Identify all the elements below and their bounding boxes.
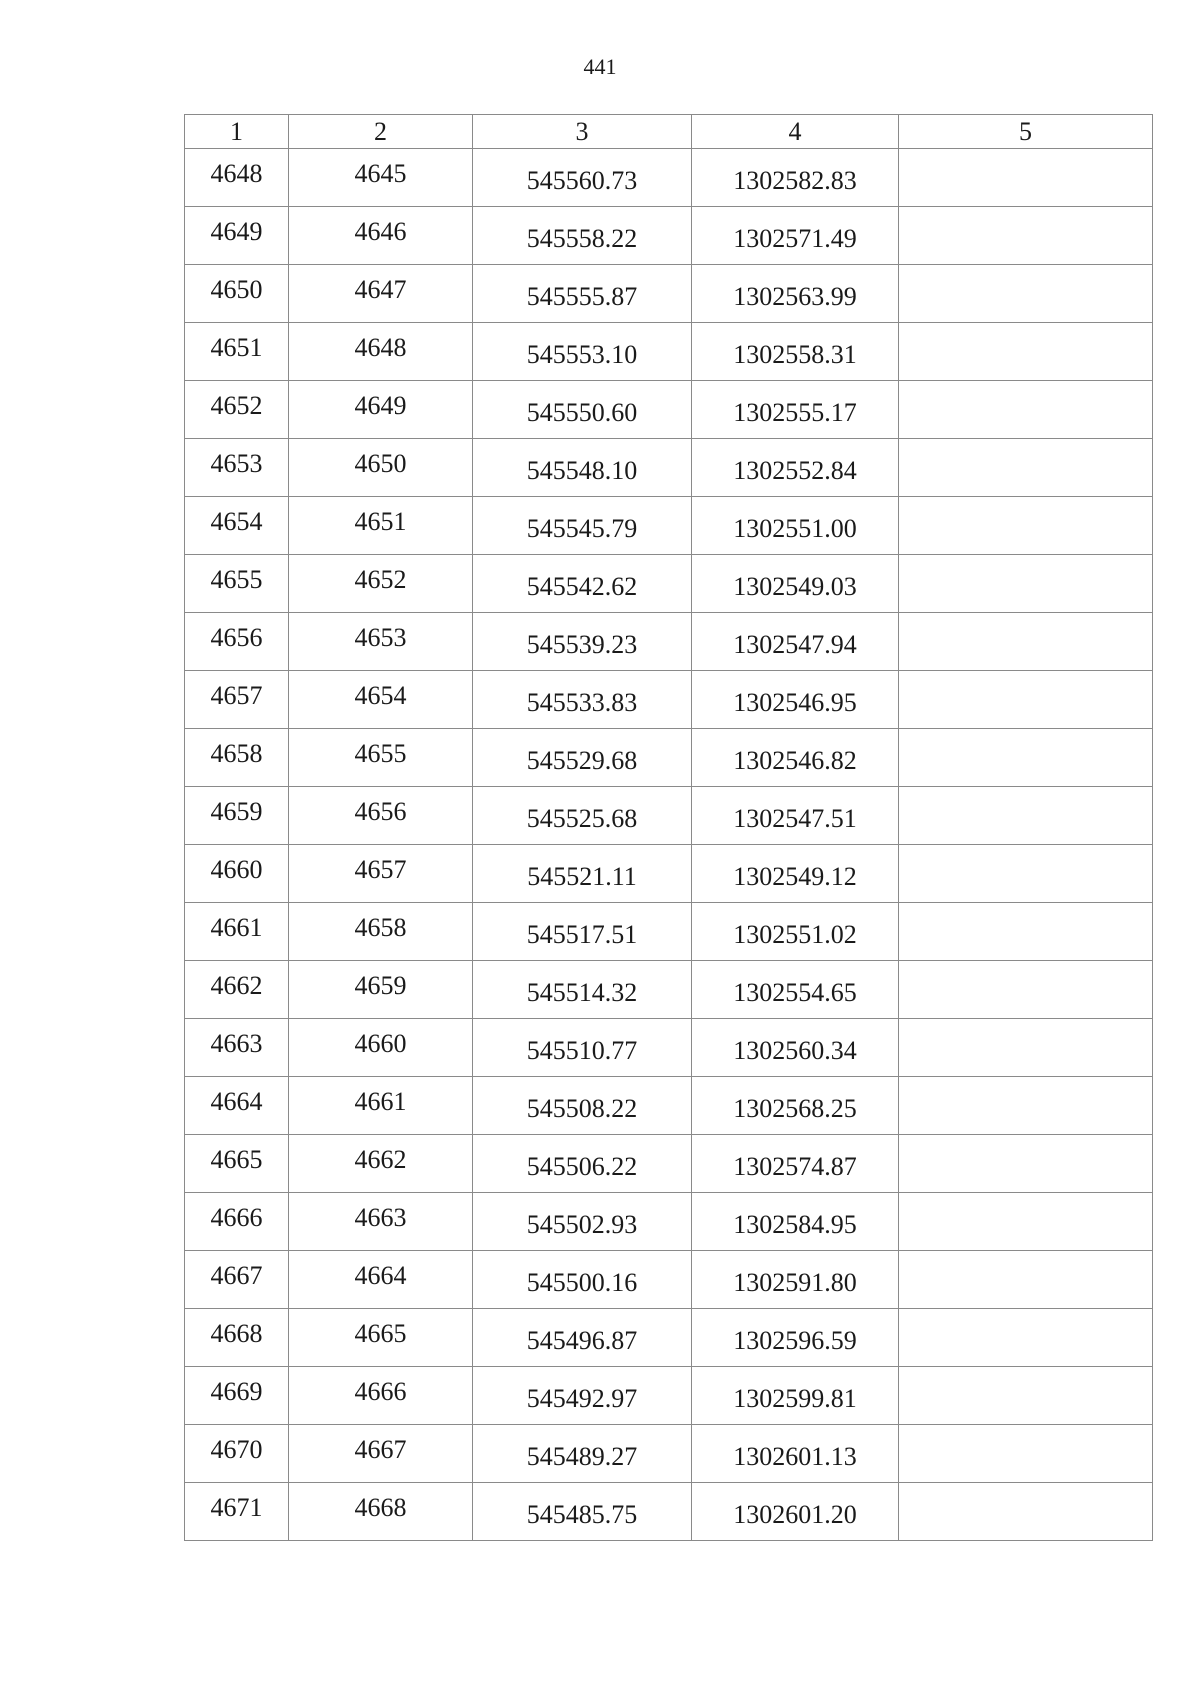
table-row (185, 1251, 1153, 1309)
note-cell (899, 381, 1153, 439)
note-cell (899, 497, 1153, 555)
table-row (185, 1193, 1153, 1251)
table-row (185, 439, 1153, 497)
note-cell (899, 1251, 1153, 1309)
reference-number-cell: 4657 (289, 845, 473, 903)
y-coordinate-cell: 1302591.80 (692, 1251, 899, 1309)
x-coordinate-cell: 545550.60 (473, 381, 692, 439)
reference-number-cell: 4647 (289, 265, 473, 323)
table-row (185, 1135, 1153, 1193)
point-number-cell: 4656 (185, 613, 289, 671)
reference-number-cell: 4662 (289, 1135, 473, 1193)
note-cell (899, 149, 1153, 207)
x-coordinate-cell: 545496.87 (473, 1309, 692, 1367)
reference-number-cell: 4665 (289, 1309, 473, 1367)
x-coordinate-cell: 545558.22 (473, 207, 692, 265)
reference-number-cell: 4666 (289, 1367, 473, 1425)
y-coordinate-cell: 1302560.34 (692, 1019, 899, 1077)
table-row (185, 845, 1153, 903)
table-row (185, 1483, 1153, 1541)
note-cell (899, 961, 1153, 1019)
y-coordinate-cell: 1302601.13 (692, 1425, 899, 1483)
note-cell (899, 323, 1153, 381)
x-coordinate-cell: 545492.97 (473, 1367, 692, 1425)
y-coordinate-cell: 1302582.83 (692, 149, 899, 207)
point-number-cell: 4660 (185, 845, 289, 903)
table-row (185, 381, 1153, 439)
y-coordinate-cell: 1302596.59 (692, 1309, 899, 1367)
y-coordinate-cell: 1302547.94 (692, 613, 899, 671)
x-coordinate-cell: 545545.79 (473, 497, 692, 555)
note-cell (899, 845, 1153, 903)
header-cell-5: 5 (899, 115, 1153, 149)
table-row (185, 1019, 1153, 1077)
reference-number-cell: 4653 (289, 613, 473, 671)
reference-number-cell: 4660 (289, 1019, 473, 1077)
note-cell (899, 1425, 1153, 1483)
y-coordinate-cell: 1302554.65 (692, 961, 899, 1019)
reference-number-cell: 4649 (289, 381, 473, 439)
reference-number-cell: 4661 (289, 1077, 473, 1135)
point-number-cell: 4665 (185, 1135, 289, 1193)
y-coordinate-cell: 1302601.20 (692, 1483, 899, 1541)
x-coordinate-cell: 545560.73 (473, 149, 692, 207)
table-row (185, 787, 1153, 845)
y-coordinate-cell: 1302555.17 (692, 381, 899, 439)
table-row (185, 149, 1153, 207)
table-row (185, 961, 1153, 1019)
reference-number-cell: 4645 (289, 149, 473, 207)
header-cell-1: 1 (185, 115, 289, 149)
point-number-cell: 4652 (185, 381, 289, 439)
y-coordinate-cell: 1302549.12 (692, 845, 899, 903)
table-row (185, 207, 1153, 265)
reference-number-cell: 4655 (289, 729, 473, 787)
point-number-cell: 4653 (185, 439, 289, 497)
table-header (185, 115, 1153, 149)
point-number-cell: 4669 (185, 1367, 289, 1425)
x-coordinate-cell: 545548.10 (473, 439, 692, 497)
reference-number-cell: 4667 (289, 1425, 473, 1483)
x-coordinate-cell: 545542.62 (473, 555, 692, 613)
y-coordinate-cell: 1302599.81 (692, 1367, 899, 1425)
y-coordinate-cell: 1302584.95 (692, 1193, 899, 1251)
reference-number-cell: 4658 (289, 903, 473, 961)
note-cell (899, 903, 1153, 961)
table-row (185, 903, 1153, 961)
header-cell-2: 2 (289, 115, 473, 149)
note-cell (899, 729, 1153, 787)
table-row (185, 613, 1153, 671)
x-coordinate-cell: 545555.87 (473, 265, 692, 323)
note-cell (899, 613, 1153, 671)
point-number-cell: 4662 (185, 961, 289, 1019)
reference-number-cell: 4656 (289, 787, 473, 845)
reference-number-cell: 4659 (289, 961, 473, 1019)
point-number-cell: 4668 (185, 1309, 289, 1367)
table-row (185, 1425, 1153, 1483)
y-coordinate-cell: 1302552.84 (692, 439, 899, 497)
table-body (185, 149, 1153, 1541)
point-number-cell: 4667 (185, 1251, 289, 1309)
point-number-cell: 4657 (185, 671, 289, 729)
point-number-cell: 4648 (185, 149, 289, 207)
y-coordinate-cell: 1302546.82 (692, 729, 899, 787)
point-number-cell: 4649 (185, 207, 289, 265)
note-cell (899, 1367, 1153, 1425)
y-coordinate-cell: 1302547.51 (692, 787, 899, 845)
x-coordinate-cell: 545506.22 (473, 1135, 692, 1193)
y-coordinate-cell: 1302551.02 (692, 903, 899, 961)
reference-number-cell: 4668 (289, 1483, 473, 1541)
point-number-cell: 4654 (185, 497, 289, 555)
note-cell (899, 1309, 1153, 1367)
reference-number-cell: 4646 (289, 207, 473, 265)
table-row (185, 671, 1153, 729)
x-coordinate-cell: 545508.22 (473, 1077, 692, 1135)
table-row (185, 265, 1153, 323)
y-coordinate-cell: 1302563.99 (692, 265, 899, 323)
note-cell (899, 439, 1153, 497)
x-coordinate-cell: 545539.23 (473, 613, 692, 671)
table-row (185, 555, 1153, 613)
reference-number-cell: 4652 (289, 555, 473, 613)
table-row (185, 729, 1153, 787)
y-coordinate-cell: 1302574.87 (692, 1135, 899, 1193)
x-coordinate-cell: 545553.10 (473, 323, 692, 381)
point-number-cell: 4664 (185, 1077, 289, 1135)
reference-number-cell: 4650 (289, 439, 473, 497)
x-coordinate-cell: 545514.32 (473, 961, 692, 1019)
reference-number-cell: 4663 (289, 1193, 473, 1251)
x-coordinate-cell: 545502.93 (473, 1193, 692, 1251)
table-row (185, 1077, 1153, 1135)
note-cell (899, 1077, 1153, 1135)
x-coordinate-cell: 545533.83 (473, 671, 692, 729)
note-cell (899, 1483, 1153, 1541)
y-coordinate-cell: 1302571.49 (692, 207, 899, 265)
header-cell-3: 3 (473, 115, 692, 149)
note-cell (899, 555, 1153, 613)
y-coordinate-cell: 1302549.03 (692, 555, 899, 613)
table-row (185, 1367, 1153, 1425)
reference-number-cell: 4654 (289, 671, 473, 729)
x-coordinate-cell: 545517.51 (473, 903, 692, 961)
reference-number-cell: 4648 (289, 323, 473, 381)
y-coordinate-cell: 1302558.31 (692, 323, 899, 381)
reference-number-cell: 4664 (289, 1251, 473, 1309)
point-number-cell: 4663 (185, 1019, 289, 1077)
note-cell (899, 1135, 1153, 1193)
point-number-cell: 4670 (185, 1425, 289, 1483)
coordinates-table (184, 114, 1153, 1541)
point-number-cell: 4659 (185, 787, 289, 845)
note-cell (899, 787, 1153, 845)
point-number-cell: 4650 (185, 265, 289, 323)
y-coordinate-cell: 1302551.00 (692, 497, 899, 555)
x-coordinate-cell: 545521.11 (473, 845, 692, 903)
x-coordinate-cell: 545525.68 (473, 787, 692, 845)
point-number-cell: 4655 (185, 555, 289, 613)
point-number-cell: 4666 (185, 1193, 289, 1251)
table-row (185, 323, 1153, 381)
header-cell-4: 4 (692, 115, 899, 149)
x-coordinate-cell: 545529.68 (473, 729, 692, 787)
page-number: 441 (583, 54, 617, 79)
point-number-cell: 4671 (185, 1483, 289, 1541)
x-coordinate-cell: 545500.16 (473, 1251, 692, 1309)
point-number-cell: 4651 (185, 323, 289, 381)
note-cell (899, 265, 1153, 323)
table-row (185, 497, 1153, 555)
table-row (185, 1309, 1153, 1367)
point-number-cell: 4661 (185, 903, 289, 961)
note-cell (899, 1193, 1153, 1251)
note-cell (899, 671, 1153, 729)
note-cell (899, 1019, 1153, 1077)
y-coordinate-cell: 1302546.95 (692, 671, 899, 729)
header-row (185, 115, 1153, 149)
x-coordinate-cell: 545485.75 (473, 1483, 692, 1541)
x-coordinate-cell: 545510.77 (473, 1019, 692, 1077)
reference-number-cell: 4651 (289, 497, 473, 555)
point-number-cell: 4658 (185, 729, 289, 787)
y-coordinate-cell: 1302568.25 (692, 1077, 899, 1135)
note-cell (899, 207, 1153, 265)
x-coordinate-cell: 545489.27 (473, 1425, 692, 1483)
